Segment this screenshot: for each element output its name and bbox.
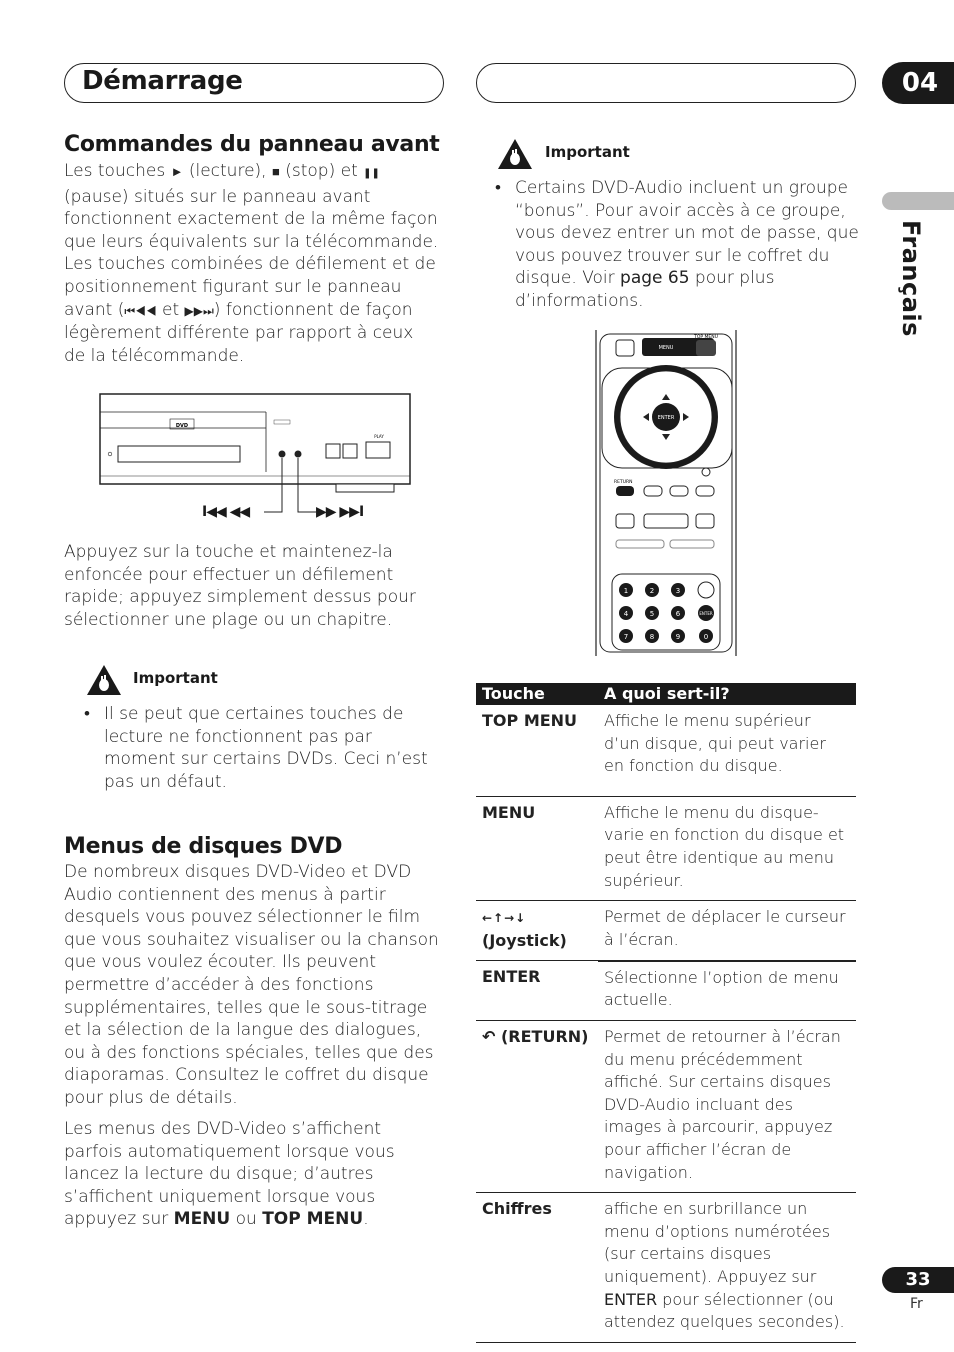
important-list-left xyxy=(76,703,446,793)
language-tab-marker xyxy=(882,192,954,210)
rewind-label: I◀◀ ◀◀ xyxy=(202,504,250,520)
remote-menu-label: MENU xyxy=(658,345,674,351)
button-reference-table xyxy=(476,683,856,1343)
key-9: 9 xyxy=(675,633,681,641)
table-cell-desc: Affiche le menu du disque- varie en fonction du disque et peut être identique au menu supérieur. xyxy=(598,796,856,900)
front-panel-intro: Les touches ► (lecture), ■ (stop) et ❚❚ (pause) situés sur le panneau avant fonctionnent exactement de la même façon que leurs équivalents sur la télécommande. Les touches combinées de défilement et de positionnement figurant sur le panneau avant (⏮◀◀ et ▶▶⏭) fonctionnent de façon légèrement différente par rapport à ceux de la télécommande. xyxy=(64,161,439,366)
hold-paragraph: Appuyez sur la touche et maintenez-la enfoncée pour effectuer un défilement rapide; appuyez simplement dessus pour sélectionner une plage ou un chapitre. xyxy=(64,542,416,630)
column-header-purpose: A quoi sert-il? xyxy=(598,683,856,705)
skip-forward-icon: ▶▶⏭ xyxy=(184,303,214,318)
important-label-right: Important xyxy=(545,143,630,161)
pause-icon: ❚❚ xyxy=(363,168,380,179)
table-cell-desc: Permet de retourner à l’écran du menu précédemment affiché. Sur certains disques DVD-Audio incluant des images à parcourir, appuyez pour afficher l’écran de navigation. xyxy=(598,1021,856,1193)
page-language-code: Fr xyxy=(910,1296,923,1312)
table-row xyxy=(476,796,856,900)
warning-hand-icon xyxy=(86,664,122,696)
menus-paragraph-1: De nombreux disques DVD-Video et DVD Audio contiennent des menus à partir desquels vous pouvez sélectionner le film que vous souhaitez visualiser ou la chanson que vous voulez écouter. Ils peuvent permettre d’accéder à des fonctions supplémentaires, telles que le sous-titrage et la sélection de la langue des dialogues, ou à des fonctions spéciales, telles que des diaporamas. Consultez le coffret du disque pour plus de détails. xyxy=(64,862,439,1108)
table-cell-key: TOP MENU xyxy=(476,705,598,796)
play-label: PLAY xyxy=(374,434,384,439)
key-2: 2 xyxy=(649,587,655,595)
menus-paragraph-2: Les menus des DVD-Video s’affichent parfois automatiquement lorsque vous lancez la lecture du disque; d’autres s’affichent uniquement lorsque vous appuyez sur MENU ou TOP MENU. xyxy=(64,1119,395,1230)
table-row xyxy=(476,705,856,796)
page-link[interactable]: page 65 xyxy=(620,268,690,289)
warning-hand-icon xyxy=(497,138,533,170)
key-3: 3 xyxy=(675,587,681,595)
table-row xyxy=(476,961,856,1021)
key-7: 7 xyxy=(623,633,629,641)
front-panel-heading: Commandes du panneau avant xyxy=(64,132,440,157)
table-header-row xyxy=(476,683,856,705)
header-empty-box xyxy=(476,63,856,103)
play-icon: ► xyxy=(170,165,184,180)
table-cell-key: ←↑→↓ (Joystick) xyxy=(476,901,598,961)
table-cell-key: ENTER xyxy=(476,961,598,1021)
remote-control-diagram xyxy=(592,330,742,656)
joystick-arrows-icon: ←↑→↓ xyxy=(482,911,527,926)
key-enter: ENTER xyxy=(699,611,713,616)
important-label-left: Important xyxy=(133,669,218,687)
key-8: 8 xyxy=(649,633,655,641)
column-header-key: Touche xyxy=(476,683,598,705)
list-item: • Il se peut que certaines touches de lecture ne fonctionnent pas par moment sur certains DVDs. Ceci n’est pas un défaut. xyxy=(76,703,446,793)
key-6: 6 xyxy=(675,610,681,618)
stop-icon: ■ xyxy=(271,165,280,180)
remote-enter-label: ENTER xyxy=(657,415,675,421)
remote-return-label: RETURN xyxy=(614,480,633,485)
table-cell-key: Chiffres xyxy=(476,1193,598,1343)
table-cell-desc: Sélectionne l’option de menu actuelle. xyxy=(598,961,856,1021)
dvd-logo: DVD xyxy=(175,423,189,429)
front-panel-diagram xyxy=(96,392,416,524)
table-cell-key: MENU xyxy=(476,796,598,900)
table-row xyxy=(476,1193,856,1343)
table-row xyxy=(476,901,856,961)
table-row xyxy=(476,1021,856,1193)
list-item: • Certains DVD-Audio incluent un groupe “bonus”. Pour avoir accès à ce groupe, vous devez entrer un mot de passe, que vous pouvez trouver sur le coffret du disque. Voir page 65 pour plus d’informations. xyxy=(487,177,862,313)
section-title: Démarrage xyxy=(82,66,243,96)
key-5: 5 xyxy=(649,610,655,618)
important-list-right xyxy=(487,177,862,313)
table-cell-key: ↶ (RETURN) xyxy=(476,1021,598,1193)
key-0: 0 xyxy=(703,633,709,641)
return-icon: ↶ xyxy=(482,1027,496,1047)
language-label: Français xyxy=(897,220,925,337)
key-4: 4 xyxy=(623,610,629,618)
skip-back-icon: ⏮◀◀ xyxy=(124,303,157,318)
key-1: 1 xyxy=(623,587,629,595)
menus-heading: Menus de disques DVD xyxy=(64,834,343,859)
table-cell-desc: Affiche le menu supérieur d’un disque, qui peut varier en fonction du disque. xyxy=(598,705,856,796)
forward-label: ▶▶ ▶▶I xyxy=(316,504,364,520)
chapter-number: 04 xyxy=(882,62,954,104)
remote-top-menu-label: TOP MENU xyxy=(694,335,718,340)
table-cell-desc: Permet de déplacer le curseur à l’écran. xyxy=(598,901,856,961)
table-cell-desc: affiche en surbrillance un menu d’options numérotées (sur certains disques uniquement). Appuyez sur ENTER pour sélectionner (ou attendez quelques secondes). xyxy=(598,1193,856,1343)
page-number: 33 xyxy=(882,1267,954,1293)
